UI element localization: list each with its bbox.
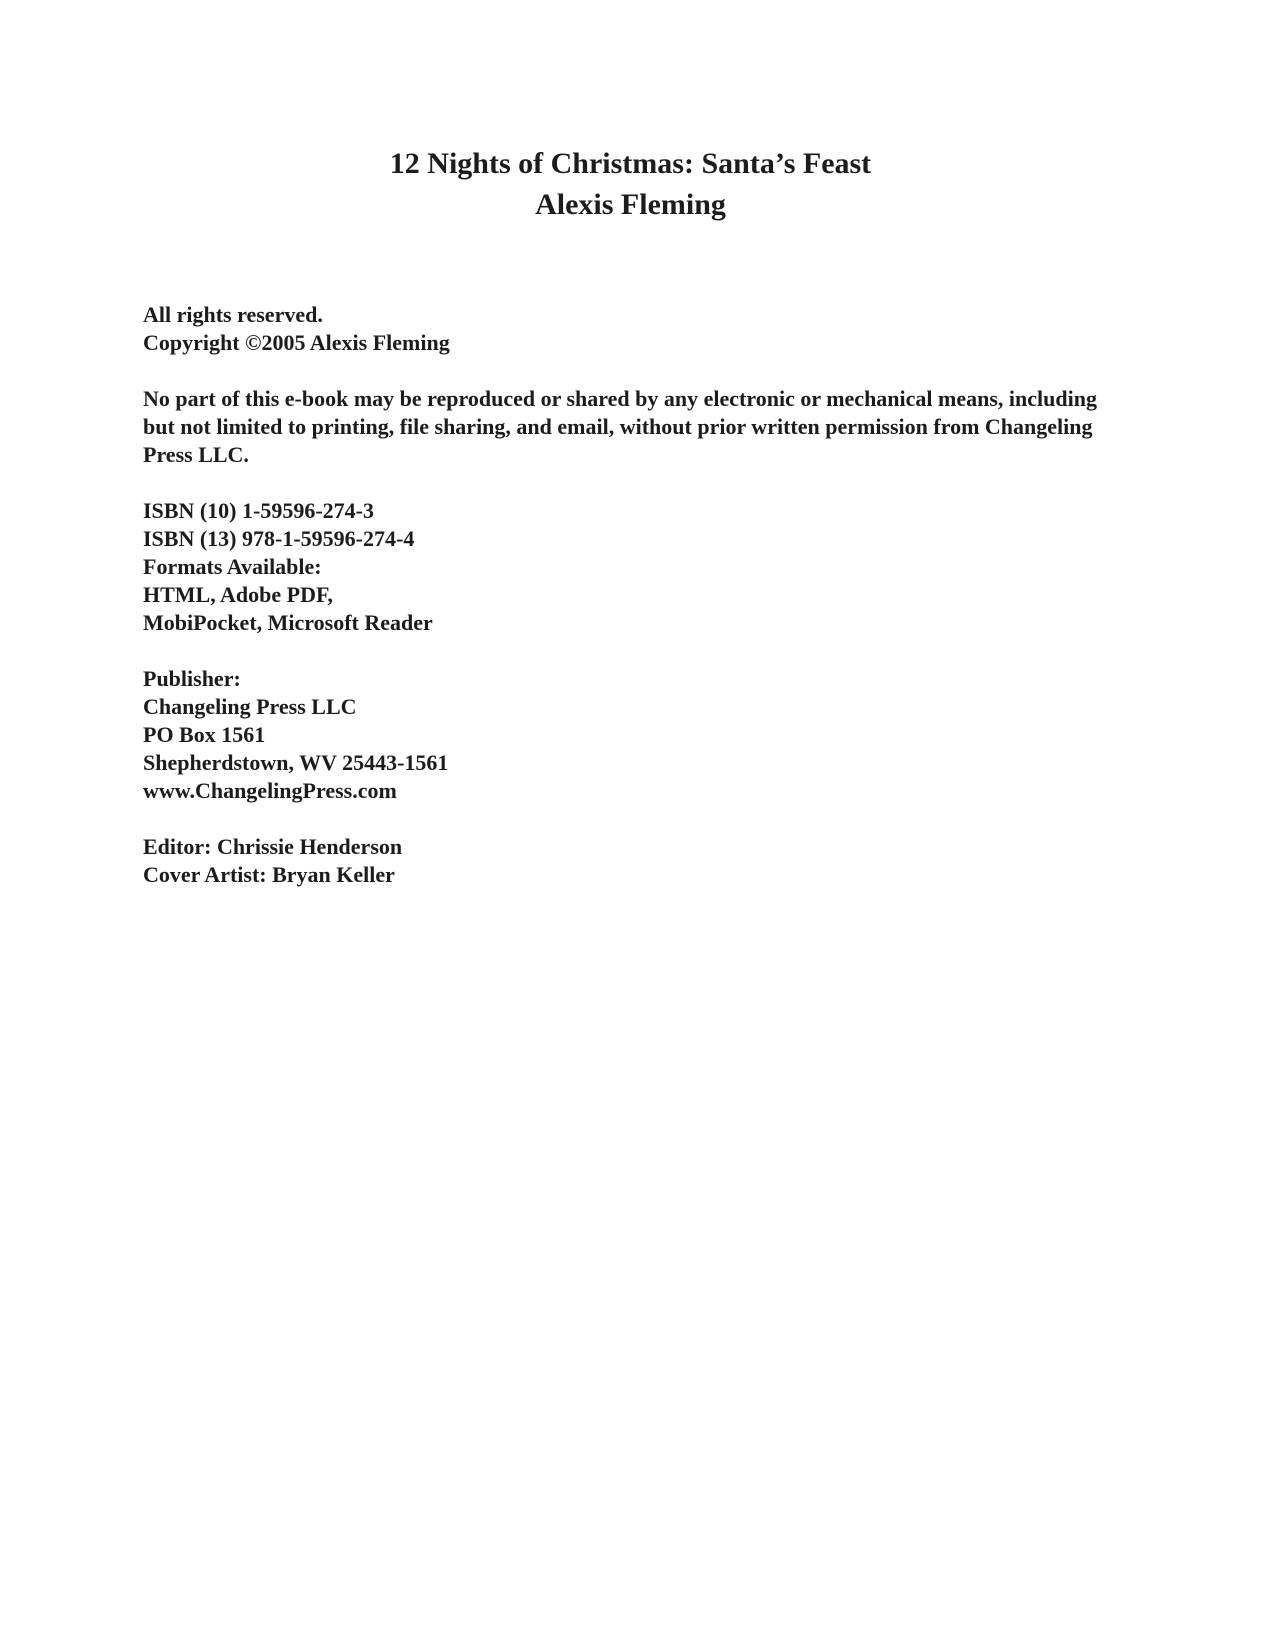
editor-line: Editor: Chrissie Henderson xyxy=(143,834,403,859)
title-block xyxy=(143,143,1118,225)
rights-line: All rights reserved. xyxy=(143,302,323,327)
rights-block xyxy=(143,301,1118,357)
publisher-url: www.ChangelingPress.com xyxy=(143,778,397,803)
credits-block xyxy=(143,833,1118,889)
license-block xyxy=(143,385,1118,469)
formats-label: Formats Available: xyxy=(143,554,322,579)
license-paragraph: No part of this e-book may be reproduced or shared by any electronic or mechanical means, including but not limited to printing, file sharing, and email, without prior written permission from Changeling Press LLC. xyxy=(143,386,1097,467)
isbn13-line: ISBN (13) 978-1-59596-274-4 xyxy=(143,526,415,551)
formats-line-1: HTML, Adobe PDF, xyxy=(143,582,333,607)
publisher-po-box: PO Box 1561 xyxy=(143,722,266,747)
publisher-city-line: Shepherdstown, WV 25443-1561 xyxy=(143,750,449,775)
publisher-name: Changeling Press LLC xyxy=(143,694,357,719)
publisher-label: Publisher: xyxy=(143,666,241,691)
book-title: 12 Nights of Christmas: Santa’s Feast xyxy=(389,147,872,180)
copyright-line: Copyright ©2005 Alexis Fleming xyxy=(143,330,450,355)
book-author: Alexis Fleming xyxy=(535,188,726,221)
isbn10-line: ISBN (10) 1-59596-274-3 xyxy=(143,498,374,523)
cover-artist-line: Cover Artist: Bryan Keller xyxy=(143,862,395,887)
publisher-block xyxy=(143,665,1118,805)
formats-line-2: MobiPocket, Microsoft Reader xyxy=(143,610,433,635)
isbn-formats-block xyxy=(143,497,1118,637)
